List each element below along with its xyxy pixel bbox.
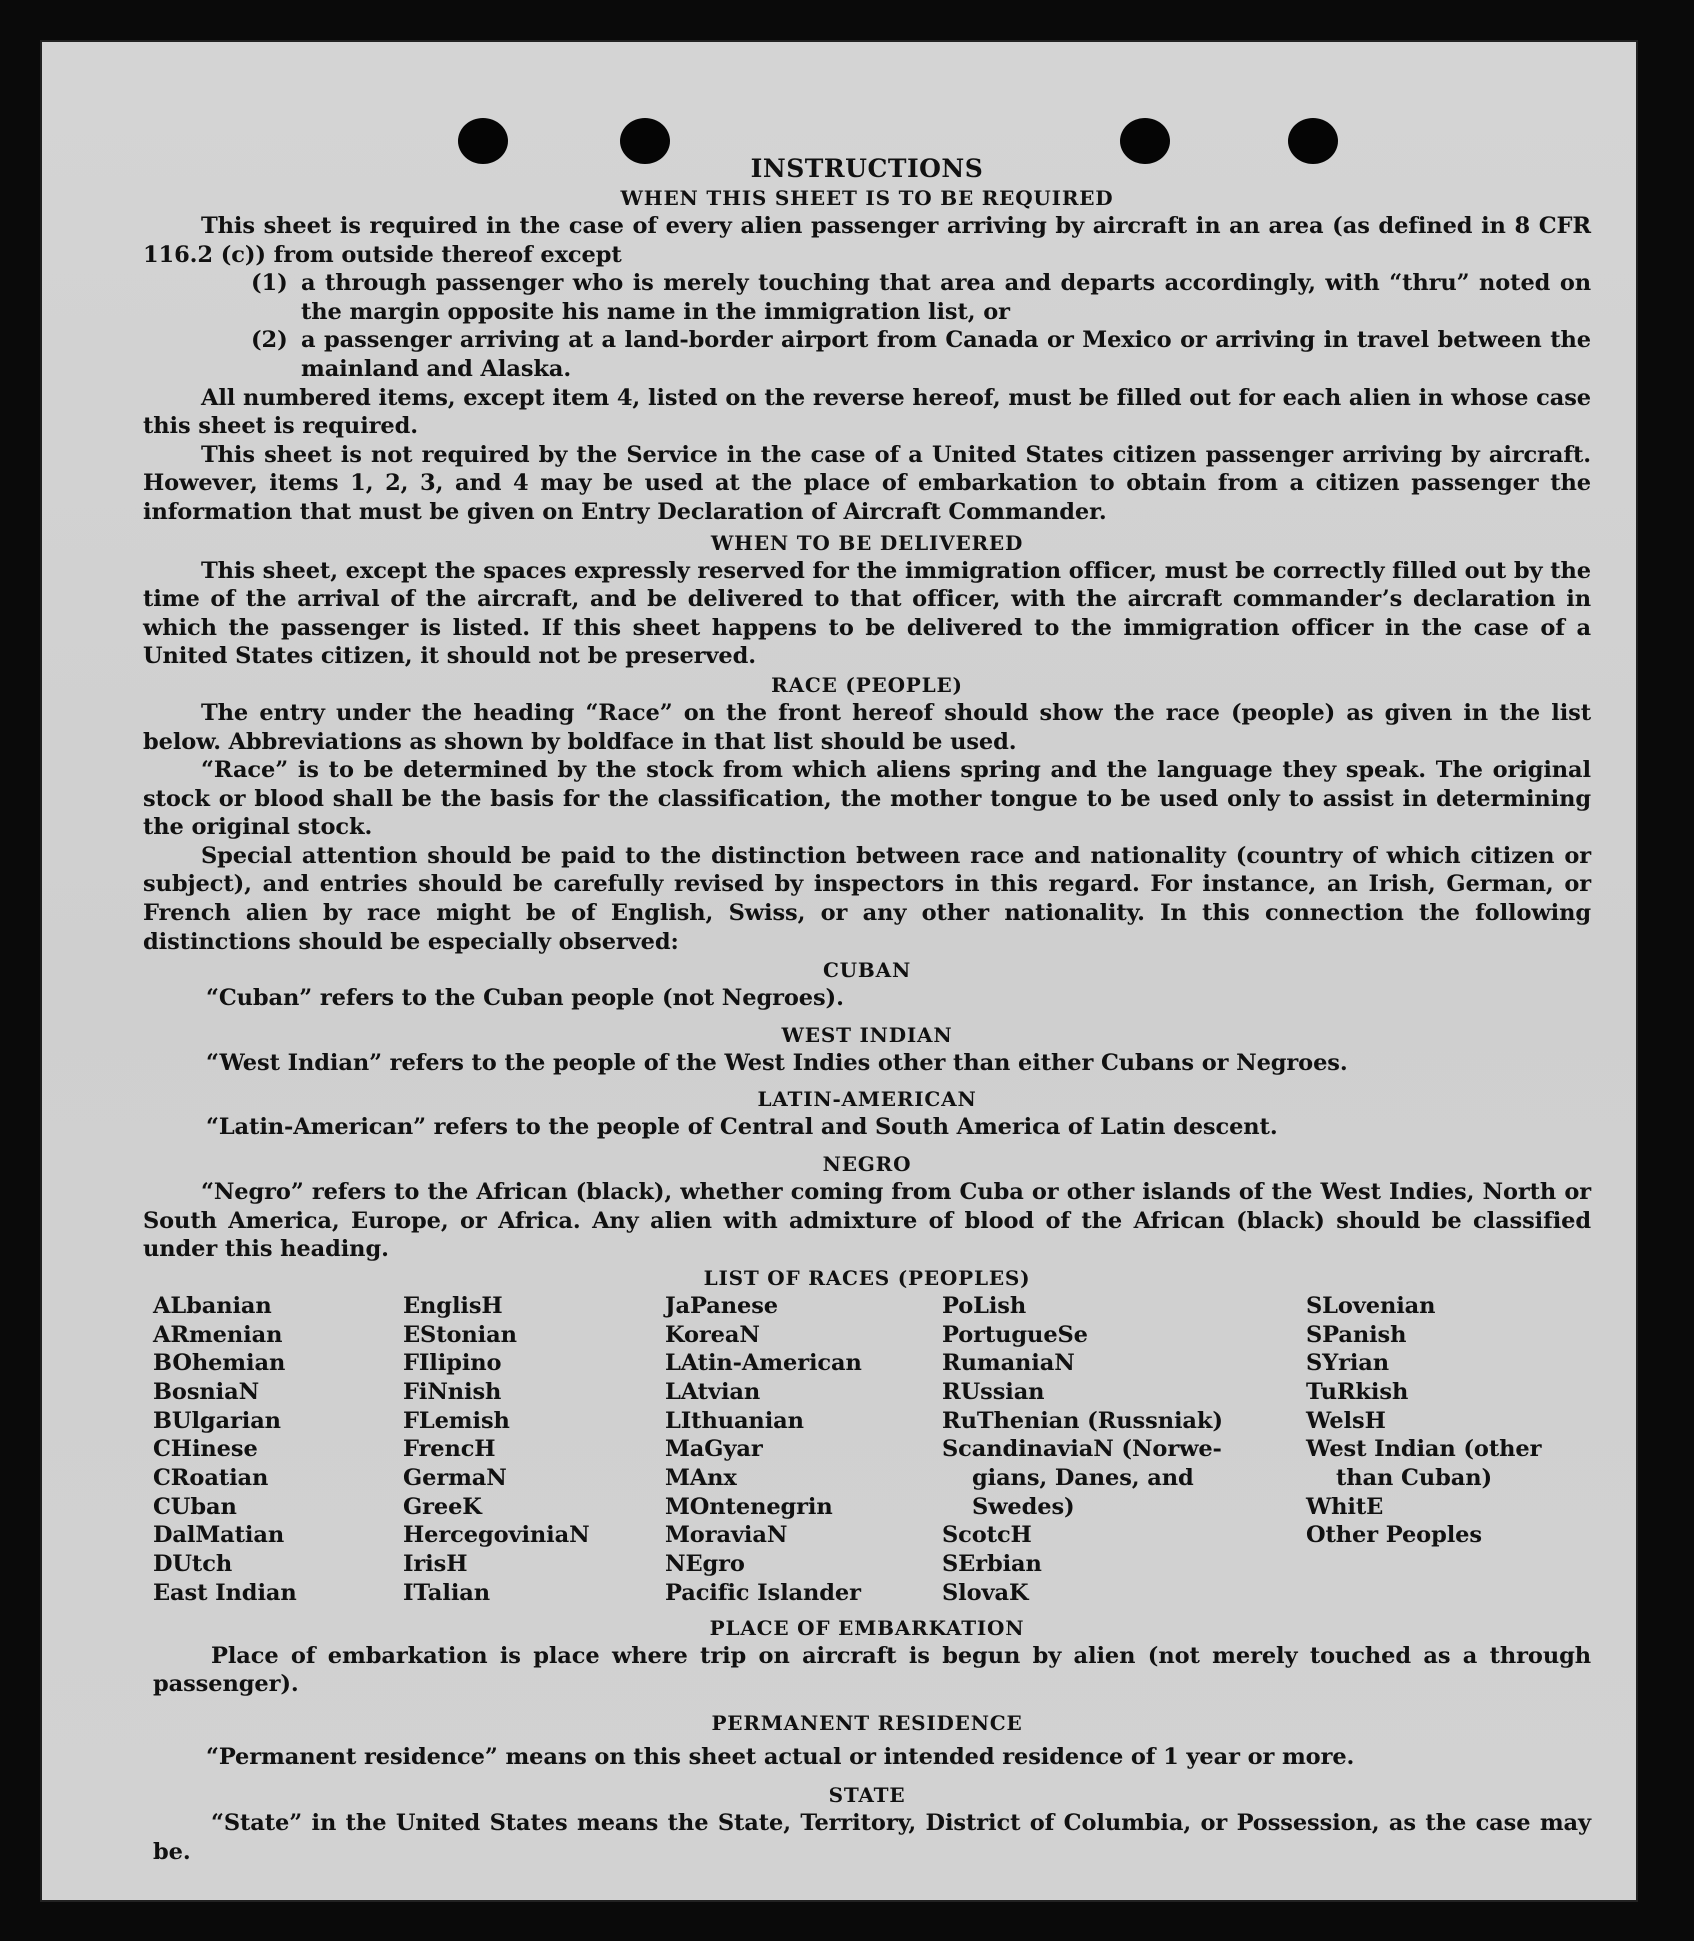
race-entry: Other Peoples xyxy=(1306,1522,1482,1549)
race-entry: LAtin-American xyxy=(665,1350,862,1377)
race-entry: FrencH xyxy=(403,1436,496,1463)
race-entry: Pacific Islander xyxy=(665,1579,861,1606)
definition-residence: “Permanent residence” means on this sheet actual or intended residence of 1 year or more. xyxy=(206,1743,1355,1770)
heading-embarkation: PLACE OF EMBARKATION xyxy=(709,1615,1025,1640)
race-entry: EnglisH xyxy=(403,1292,503,1319)
race-entry: HercegoviniaN xyxy=(403,1522,590,1549)
instructions-text xyxy=(143,110,1591,1867)
race-entry: than Cuban) xyxy=(1336,1465,1493,1492)
item-number: (1) xyxy=(251,270,288,297)
heading-negro: NEGRO xyxy=(822,1152,912,1177)
race-entry: IrisH xyxy=(403,1551,468,1578)
heading-state: STATE xyxy=(828,1783,906,1808)
paragraph: “Race” is to be determined by the stock from which aliens spring and the language they speak. The original stock or blood shall be the basis for the classification, the mother tongue to be used only to assist in determining the original stock. xyxy=(143,757,1591,841)
races-column-4 xyxy=(942,1292,1306,1608)
race-entry: FIlipino xyxy=(403,1350,502,1377)
definition-cuban: “Cuban” refers to the Cuban people (not Negroes). xyxy=(206,985,844,1012)
race-entry: TuRkish xyxy=(1306,1378,1409,1405)
race-entry: West Indian (other xyxy=(1306,1436,1542,1463)
race-entry: BUlgarian xyxy=(153,1407,281,1434)
race-entry: ScotcH xyxy=(942,1522,1032,1549)
race-entry: SPanish xyxy=(1306,1321,1407,1348)
race-entry: BOhemian xyxy=(153,1350,286,1377)
race-entry: SlovaK xyxy=(942,1579,1029,1606)
item-number: (2) xyxy=(251,327,288,354)
race-entry: LAtvian xyxy=(665,1378,761,1405)
race-entry: JaPanese xyxy=(665,1292,778,1319)
race-entry: CHinese xyxy=(153,1436,258,1463)
heading-when-required: WHEN THIS SHEET IS TO BE REQUIRED xyxy=(620,186,1114,210)
race-entry: EStonian xyxy=(403,1321,517,1348)
races-column-1 xyxy=(153,1292,403,1608)
paragraph: This sheet is not required by the Service in the case of a United States citizen passenger arriving by aircraft. However, items 1, 2, 3, and 4 may be used at the place of embarkation to obtain from a citizen passenger the information that must be given on Entry Declaration of Aircraft Commander. xyxy=(143,441,1591,525)
race-entry: GreeK xyxy=(403,1493,482,1520)
race-entry: GermaN xyxy=(403,1465,507,1492)
race-entry: BosniaN xyxy=(153,1378,260,1405)
races-column-5 xyxy=(1306,1292,1601,1608)
definition-latin-american: “Latin-American” refers to the people of Central and South America of Latin descent. xyxy=(206,1114,1278,1141)
definition-negro: “Negro” refers to the African (black), whether coming from Cuba or other islands of the West Indies, North or South America, Europe, or Africa. Any alien with admixture of blood of the African (black) should be classified under this heading. xyxy=(143,1179,1591,1263)
heading-race: RACE (PEOPLE) xyxy=(771,672,963,697)
page-title: INSTRUCTIONS xyxy=(750,154,984,183)
race-entry: gians, Danes, and xyxy=(972,1465,1194,1492)
heading-list-of-races: LIST OF RACES (PEOPLES) xyxy=(703,1265,1031,1290)
race-entry: East Indian xyxy=(153,1579,297,1606)
heading-cuban: CUBAN xyxy=(822,958,912,983)
heading-latin-american: LATIN-AMERICAN xyxy=(757,1087,977,1112)
paragraph: All numbered items, except item 4, listed on the reverse hereof, must be filled out for each alien in whose case this sheet is required. xyxy=(143,384,1591,440)
race-entry: WhitE xyxy=(1306,1493,1384,1520)
race-entry: KoreaN xyxy=(665,1321,760,1348)
list-item xyxy=(251,326,1591,383)
race-entry: SErbian xyxy=(942,1551,1042,1578)
race-entry: MoraviaN xyxy=(665,1522,788,1549)
heading-when-delivered: WHEN TO BE DELIVERED xyxy=(710,530,1024,555)
race-entry: Swedes) xyxy=(972,1493,1075,1520)
race-entry: FiNnish xyxy=(403,1378,502,1405)
race-entry: CUban xyxy=(153,1493,237,1520)
race-entry: SYrian xyxy=(1306,1350,1390,1377)
race-entry: LIthuanian xyxy=(665,1407,804,1434)
race-entry: ScandinaviaN (Norwe- xyxy=(942,1436,1222,1463)
race-entry: MAnx xyxy=(665,1465,737,1492)
race-entry: ARmenian xyxy=(153,1321,283,1348)
race-entry: CRoatian xyxy=(153,1465,269,1492)
race-entry: PoLish xyxy=(942,1292,1027,1319)
item-text: a passenger arriving at a land-border airport from Canada or Mexico or arriving in travel between the mainland and Alaska. xyxy=(301,327,1591,382)
heading-residence: PERMANENT RESIDENCE xyxy=(711,1710,1023,1735)
race-entry: MaGyar xyxy=(665,1436,763,1463)
races-list xyxy=(153,1292,1591,1608)
item-text: a through passenger who is merely touching that area and departs accordingly, with “thru” noted on the margin opposite his name in the immigration list, or xyxy=(301,270,1591,325)
race-entry: PortugueSe xyxy=(942,1321,1088,1348)
heading-west-indian: WEST INDIAN xyxy=(781,1022,953,1047)
race-entry: DalMatian xyxy=(153,1522,285,1549)
race-entry: RuThenian (Russniak) xyxy=(942,1407,1223,1434)
paragraph: The entry under the heading “Race” on the front hereof should show the race (people) as given in the list below. Abbreviations as shown by boldface in that list should be used. xyxy=(143,699,1591,755)
race-entry: NEgro xyxy=(665,1551,745,1578)
paragraph: Special attention should be paid to the distinction between race and nationality (country of which citizen or subject), and entries should be carefully revised by inspectors in this regard. For instance, an Irish, German, or French alien by race might be of English, Swiss, or any other nationality. In this connection the following distinctions should be especially observed: xyxy=(143,842,1591,955)
race-entry: ALbanian xyxy=(153,1292,272,1319)
race-entry: WelsH xyxy=(1306,1407,1386,1434)
definition-embarkation: Place of embarkation is place where trip on aircraft is begun by alien (not merely touched as a through passenger). xyxy=(153,1642,1591,1698)
paragraph: This sheet, except the spaces expressly reserved for the immigration officer, must be correctly filled out by the time of the arrival of the aircraft, and be delivered to that officer, with the aircraft commander’s declaration in which the passenger is listed. If this sheet happens to be delivered to the immigration officer in the case of a United States citizen, it should not be preserved. xyxy=(143,557,1591,670)
race-entry: RUssian xyxy=(942,1378,1045,1405)
definition-west-indian: “West Indian” refers to the people of the West Indies other than either Cubans or Negroes. xyxy=(206,1049,1348,1076)
races-column-3 xyxy=(665,1292,942,1608)
race-entry: FLemish xyxy=(403,1407,510,1434)
list-item xyxy=(251,269,1591,326)
races-column-2 xyxy=(403,1292,665,1608)
paragraph: This sheet is required in the case of every alien passenger arriving by aircraft in an area (as defined in 8 CFR 116.2 (c)) from outside thereof except xyxy=(143,213,1591,268)
document-page xyxy=(40,40,1638,1902)
race-entry: RumaniaN xyxy=(942,1350,1075,1377)
race-entry: MOntenegrin xyxy=(665,1493,833,1520)
race-entry: DUtch xyxy=(153,1551,233,1578)
race-entry: ITalian xyxy=(403,1579,491,1606)
race-entry: SLovenian xyxy=(1306,1292,1436,1319)
definition-state: “State” in the United States means the State, Territory, District of Columbia, or Possession, as the case may be. xyxy=(153,1810,1591,1865)
